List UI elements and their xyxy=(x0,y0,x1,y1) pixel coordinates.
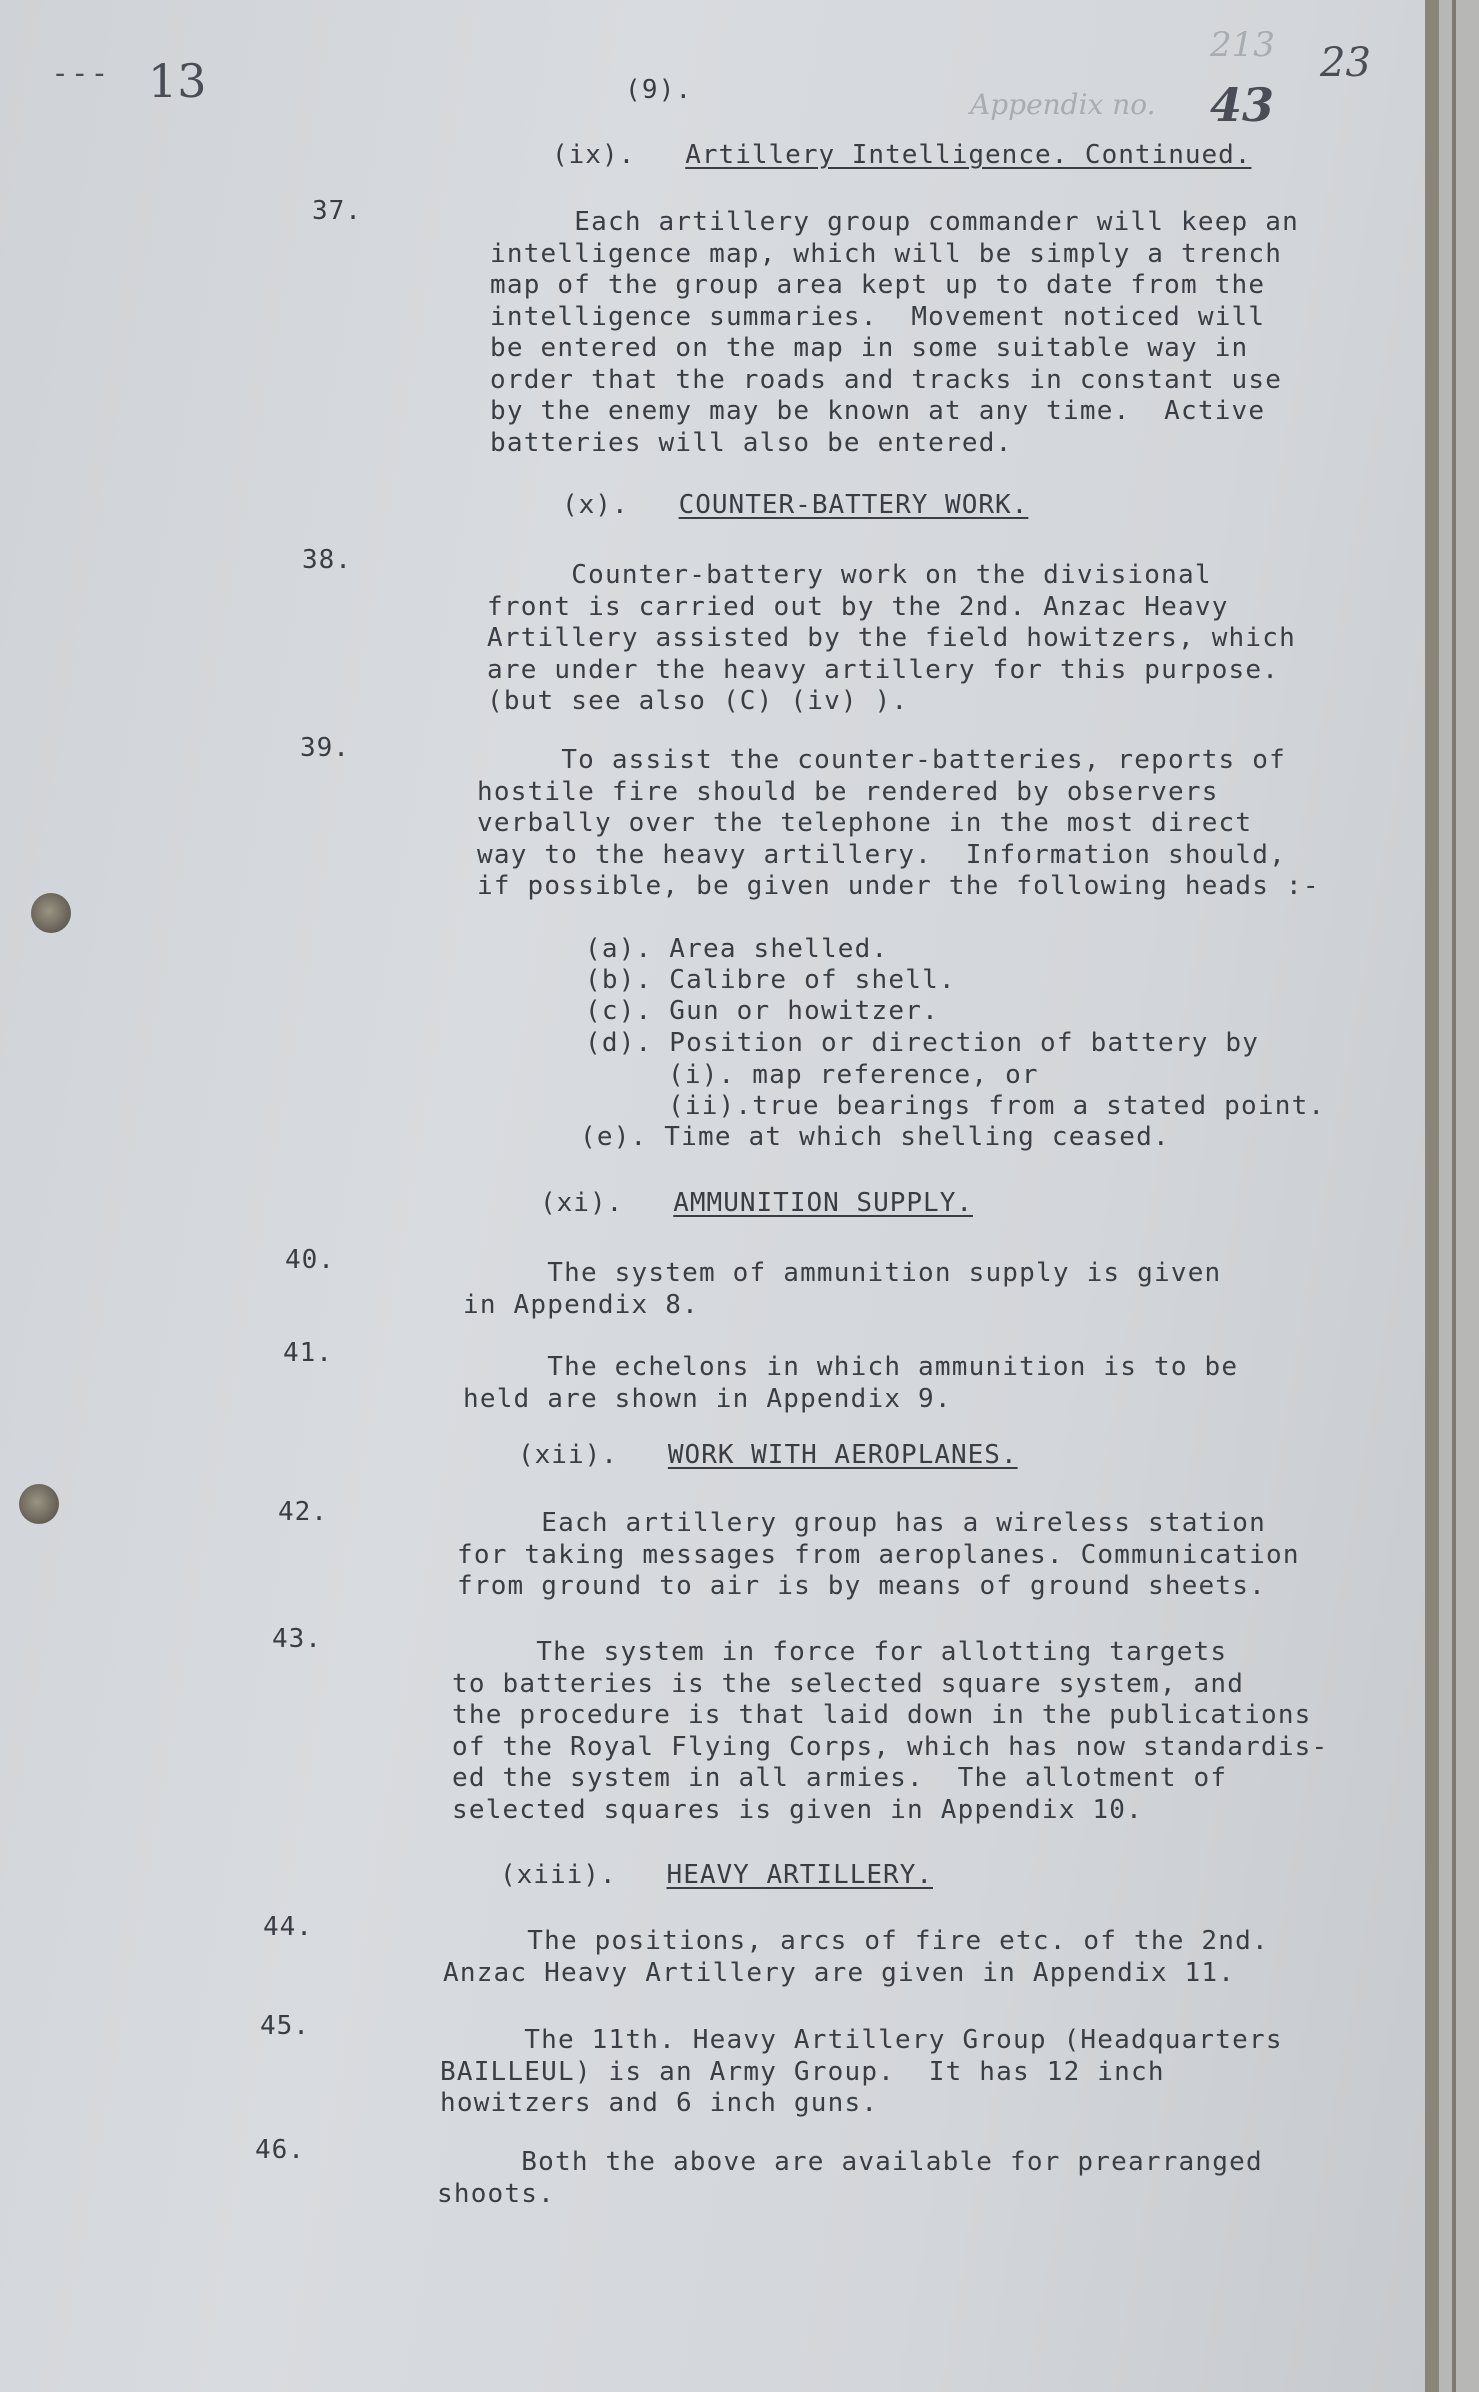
paragraph-number: 41. xyxy=(283,1338,333,1368)
paragraph-line: Each artillery group has a wireless station xyxy=(457,1508,1266,1538)
paragraph-line: be entered on the map in some suitable way in xyxy=(490,333,1249,363)
section-number: (x). xyxy=(562,490,629,520)
list-item: (d). Position or direction of battery by xyxy=(585,1028,1260,1058)
paragraph-line: if possible, be given under the following heads :- xyxy=(477,871,1320,901)
list-item: (b). Calibre of shell. xyxy=(585,965,956,995)
paragraph-line: Artillery assisted by the field howitzers, which xyxy=(487,623,1296,653)
page-edge-shadow xyxy=(1452,0,1456,2392)
paragraph-line: The system of ammunition supply is given xyxy=(463,1258,1222,1288)
appendix-stamp: Appendix no. xyxy=(970,88,1156,121)
paragraph-line: To assist the counter-batteries, reports of xyxy=(477,745,1286,775)
stamp-faint: 213 xyxy=(1210,25,1275,65)
punch-hole xyxy=(31,893,71,933)
list-item: (e). Time at which shelling ceased. xyxy=(580,1122,1170,1152)
punch-hole xyxy=(19,1484,59,1524)
section-heading xyxy=(540,1188,973,1218)
paragraph-line: by the enemy may be known at any time. Active xyxy=(490,396,1266,426)
paragraph-line: in Appendix 8. xyxy=(463,1289,699,1320)
section-title: HEAVY ARTILLERY. xyxy=(666,1860,933,1890)
list-item: (c). Gun or howitzer. xyxy=(585,996,939,1026)
section-heading xyxy=(518,1440,1018,1470)
paragraph-number: 38. xyxy=(302,545,352,575)
section-heading xyxy=(562,490,1028,520)
paragraph-line: intelligence map, which will be simply a trench xyxy=(490,238,1283,269)
paragraph-line: intelligence summaries. Movement noticed will xyxy=(490,301,1266,332)
list-item: (a). Area shelled. xyxy=(585,934,889,964)
paragraph-line: ed the system in all armies. The allotment of xyxy=(452,1763,1228,1793)
paragraph-number: 39. xyxy=(300,733,350,763)
section-number: (xi). xyxy=(540,1188,624,1218)
paragraph-line: The echelons in which ammunition is to be xyxy=(463,1352,1239,1382)
paragraph-line: selected squares is given in Appendix 10. xyxy=(452,1794,1143,1825)
paragraph-line: (but see also (C) (iv) ). xyxy=(487,686,909,716)
paragraph-line: are under the heavy artillery for this purpose. xyxy=(487,654,1280,685)
paragraph-line: of the Royal Flying Corps, which has now standardis- xyxy=(452,1731,1329,1762)
paragraph-number: 45. xyxy=(260,2011,310,2041)
paragraph-line: from ground to air is by means of ground sheets. xyxy=(457,1571,1266,1601)
paragraph-number: 37. xyxy=(312,196,362,226)
section-number: (xiii). xyxy=(500,1860,617,1890)
section-title: WORK WITH AEROPLANES. xyxy=(667,1440,1018,1470)
backing-sheet xyxy=(1439,0,1479,2392)
paragraph-line: the procedure is that laid down in the publications xyxy=(452,1700,1312,1730)
paragraph-line: map of the group area kept up to date from the xyxy=(490,270,1266,300)
section-number: (xii). xyxy=(518,1440,618,1470)
paragraph-line: verbally over the telephone in the most direct xyxy=(477,808,1253,838)
paragraph-line: batteries will also be entered. xyxy=(490,427,1013,458)
list-subitem: (i). map reference, or xyxy=(668,1060,1039,1090)
paragraph-line: Anzac Heavy Artillery are given in Appendix 11. xyxy=(443,1957,1236,1988)
paragraph-line: order that the roads and tracks in constant use xyxy=(490,364,1283,395)
appendix-stamp-number: 43 xyxy=(1210,78,1275,132)
folio-left: 13 xyxy=(148,54,207,108)
section-title: COUNTER-BATTERY WORK. xyxy=(678,490,1029,520)
paragraph-line: shoots. xyxy=(437,2178,555,2209)
folio-right: 23 xyxy=(1320,40,1371,86)
paragraph-line: way to the heavy artillery. Information should, xyxy=(477,839,1286,870)
margin-dash: - - - xyxy=(55,56,105,91)
paragraph-line: Counter-battery work on the divisional xyxy=(487,560,1212,590)
page-edge xyxy=(1425,0,1439,2392)
paragraph-line: held are shown in Appendix 9. xyxy=(463,1383,952,1414)
paragraph-line: BAILLEUL) is an Army Group. It has 12 inch xyxy=(440,2056,1165,2087)
paragraph-line: front is carried out by the 2nd. Anzac Heavy xyxy=(487,591,1229,622)
section-heading xyxy=(500,1860,933,1890)
paragraph-line: The system in force for allotting targets xyxy=(452,1637,1228,1667)
section-title: AMMUNITION SUPPLY. xyxy=(673,1188,974,1218)
paragraph-number: 44. xyxy=(263,1912,313,1942)
paragraph-line: hostile fire should be rendered by observers xyxy=(477,776,1219,807)
paragraph-line: for taking messages from aeroplanes. Communication xyxy=(457,1539,1300,1570)
paragraph-line: to batteries is the selected square system, and xyxy=(452,1668,1245,1699)
list-subitem: (ii).true bearings from a stated point. xyxy=(668,1091,1326,1121)
paragraph-line: Both the above are available for prearranged xyxy=(437,2147,1263,2177)
paragraph-line: Each artillery group commander will keep an xyxy=(490,207,1299,237)
paragraph-line: The 11th. Heavy Artillery Group (Headquarters xyxy=(440,2025,1283,2055)
paragraph-number: 42. xyxy=(278,1497,328,1527)
paragraph-number: 46. xyxy=(255,2135,305,2165)
section-heading xyxy=(552,140,1251,170)
paragraph-line: The positions, arcs of fire etc. of the 2nd. xyxy=(443,1926,1269,1956)
paragraph-number: 43. xyxy=(272,1624,322,1654)
section-number: (ix). xyxy=(552,140,636,170)
page-number: (9). xyxy=(625,75,693,105)
paragraph-line: howitzers and 6 inch guns. xyxy=(440,2088,879,2118)
paragraph-number: 40. xyxy=(285,1245,335,1275)
section-title: Artillery Intelligence. Continued. xyxy=(685,140,1252,170)
